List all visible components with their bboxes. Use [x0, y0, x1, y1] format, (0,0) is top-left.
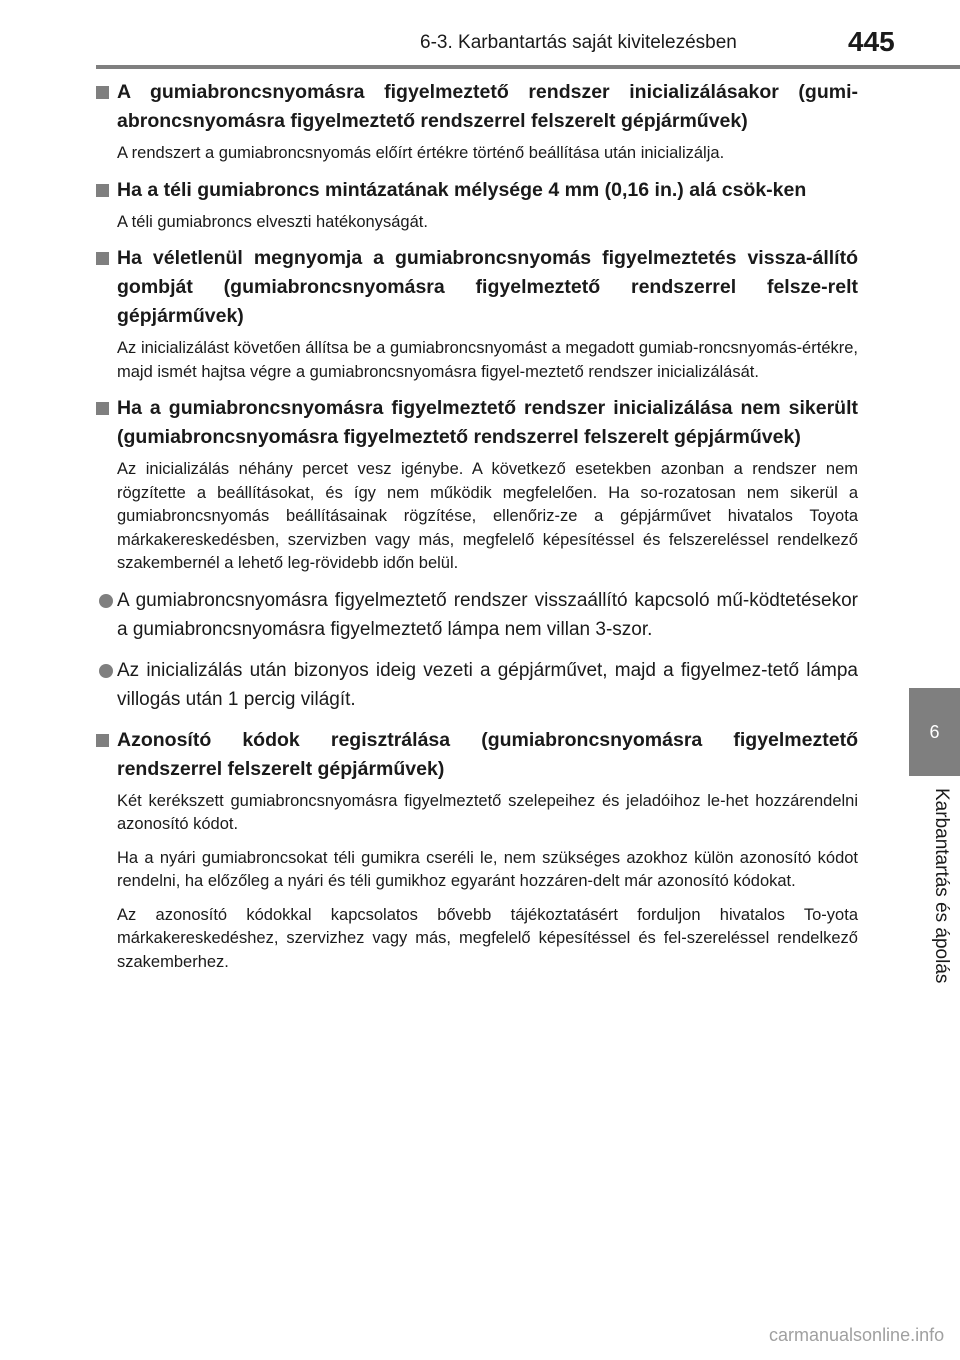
- square-bullet-icon: [96, 86, 109, 99]
- page-content: [96, 78, 858, 984]
- body-paragraph: Az azonosító kódokkal kapcsolatos bővebb tájékoztatásért forduljon hivatalos To-yota márkakereskedéshez, szervizhez vagy más, megfelelő képesítéssel és fel-szereléssel rendelkező szakemberhez.: [117, 905, 858, 971]
- chapter-tab[interactable]: [909, 688, 960, 776]
- section-id-code-registration: [96, 726, 858, 975]
- body-paragraph: Az inicializálást követően állítsa be a gumiabroncsnyomást a megadott gumiab-roncsnyomás-értékre, majd ismét hajtsa végre a gumiabroncsnyomásra figyel-meztető rendszer inicializálását.: [117, 339, 858, 381]
- heading-text: Ha a téli gumiabroncs mintázatának mélysége 4 mm (0,16 in.) alá csök-ken: [117, 178, 807, 201]
- round-bullet-icon: [99, 594, 113, 608]
- body-paragraph: Két kerékszett gumiabroncsnyomásra figyelmeztető szelepeihez és jeladóihoz le-het hozzárendelni azonosító kódot.: [117, 791, 858, 833]
- watermark: carmanualsonline.info: [769, 1325, 945, 1345]
- list-item: [96, 586, 858, 644]
- section-heading: [96, 176, 858, 205]
- chapter-title: Karbantartás és ápolás: [931, 788, 952, 984]
- heading-text: Ha véletlenül megnyomja a gumiabroncsnyomás figyelmeztetés vissza-állító gombját (gumiabroncsnyomásra figyelmeztető rendszerrel felsze-relt gépjárművek): [117, 247, 858, 327]
- section-heading: [96, 726, 858, 784]
- round-bullet-icon: [99, 664, 113, 678]
- square-bullet-icon: [96, 184, 109, 197]
- section-initialization-failed: [96, 394, 858, 714]
- body-paragraph: A rendszert a gumiabroncsnyomás előírt értékre történő beállítása után inicializálja.: [117, 144, 725, 162]
- section-heading: [96, 78, 858, 136]
- square-bullet-icon: [96, 252, 109, 265]
- chapter-number: 6: [929, 721, 940, 742]
- heading-text: A gumiabroncsnyomásra figyelmeztető rendszer inicializálásakor (gumi-abroncsnyomásra figyelmeztető rendszerrel felszerelt gépjárművek): [117, 81, 858, 132]
- list-item: [96, 656, 858, 714]
- section-heading: [96, 394, 858, 452]
- header-section-title: 6-3. Karbantartás saját kivitelezésben: [420, 32, 737, 53]
- section-heading: [96, 244, 858, 331]
- body-paragraph: Ha a nyári gumiabroncsokat téli gumikra cseréli le, nem szükséges azokhoz külön azonosító kódot rendelni, ha előzőleg a nyári és téli gumikhoz egyaránt hozzáren-delt már azonosító kódokat.: [117, 848, 858, 890]
- body-paragraph: Az inicializálás néhány percet vesz igénybe. A következő esetekben azonban a rendszer nem rögzítette a beállításokat, és így nem működik megfelelően. Ha so-rozatosan nem sikerül a gumiabroncsnyomás beállításainak rögzítése, ellenőriz-ze a gépjárművet hivatalos Toyota márkakereskedésben, szervizben vagy más, megfelelő képesítéssel és felszereléssel rendelkező szakembernél a lehető leg-rövidebb időn belül.: [117, 460, 858, 572]
- heading-text: Ha a gumiabroncsnyomásra figyelmeztető rendszer inicializálása nem sikerült (gumiabroncsnyomásra figyelmeztető rendszerrel felszerelt gépjárművek): [117, 397, 858, 448]
- square-bullet-icon: [96, 734, 109, 747]
- square-bullet-icon: [96, 402, 109, 415]
- list-item-text: Az inicializálás után bizonyos ideig vezeti a gépjárművet, majd a figyelmez-tető lámpa villogás után 1 percig világít.: [117, 659, 858, 710]
- body-paragraph: A téli gumiabroncs elveszti hatékonyságát.: [117, 212, 428, 231]
- section-reset-button-pressed: [96, 244, 858, 384]
- heading-text: Azonosító kódok regisztrálása (gumiabroncsnyomásra figyelmeztető rendszerrel felszerelt gépjárművek): [117, 728, 858, 780]
- page-number: 445: [848, 26, 895, 57]
- section-tpws-initialization: [96, 78, 858, 166]
- section-winter-tire-depth: [96, 176, 858, 235]
- list-item-text: A gumiabroncsnyomásra figyelmeztető rendszer visszaállító kapcsoló mű-ködtetésekor a gumiabroncsnyomásra figyelmeztető lámpa nem villan 3-szor.: [117, 589, 858, 640]
- header-divider: [96, 65, 960, 69]
